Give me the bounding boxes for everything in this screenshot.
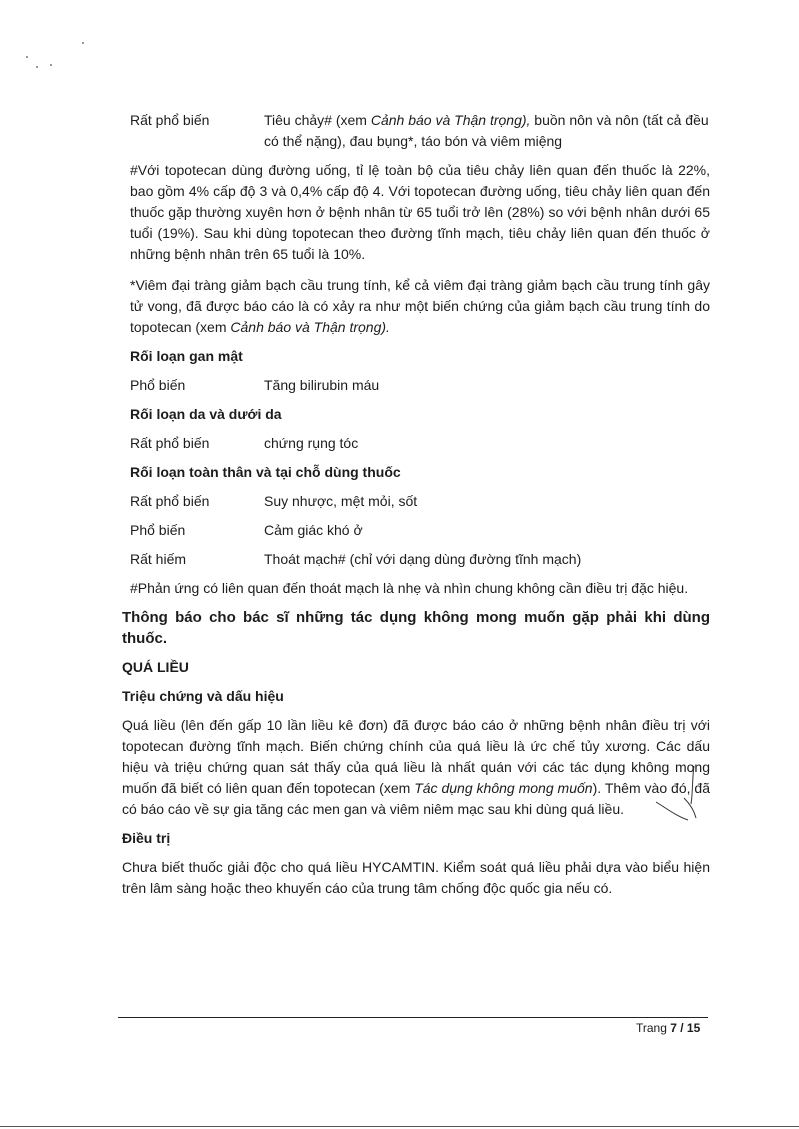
- effect-description: Suy nhược, mệt mỏi, sốt: [264, 493, 418, 509]
- symptoms-paragraph: [122, 715, 710, 820]
- note-text: *Viêm đại tràng giảm bạch cầu trung tính, kể cả viêm đại tràng giảm bạch cầu trung tính gây tử vong, đã được báo cáo là có xảy ra như một biến chứng của giảm bạch cầu trung tính do topotecan (xem: [130, 277, 710, 335]
- scan-speck: [50, 64, 52, 66]
- page-label: Trang: [636, 1021, 667, 1035]
- page-number: 7 / 15: [670, 1021, 701, 1035]
- scan-speck: [36, 66, 38, 68]
- overdose-heading: QUÁ LIỀU: [122, 659, 189, 675]
- para-text: Quá liều (lên đến gấp 10 lần liều kê đơn) đã được báo cáo ở những bệnh nhân điều trị với topotecan đường tĩnh mạch. Biến chứng chính của quá liều là ức chế tủy xương. Các dấu hiệu và triệu chứng quan sát thấy của quá liều là nhất quán với các tác dụng không mong muốn đã biết có liên quan đến topotecan (xem: [122, 717, 710, 796]
- frequency-label: Phổ biến: [130, 377, 186, 393]
- general-heading: Rối loạn toàn thân và tại chỗ dùng thuốc: [130, 464, 401, 480]
- cross-reference: Tác dụng không mong muốn: [414, 780, 593, 796]
- frequency-label: Rất phổ biến: [130, 435, 210, 451]
- diarrhea-note: #Với topotecan dùng đường uống, tỉ lệ toàn bộ của tiêu chảy liên quan đến thuốc là 22%, bao gồm 4% cấp độ 3 và 0,4% cấp độ 4. Với topotecan đường uống, tiêu chảy liên quan đến thuốc gặp thường xuyên hơn ở bệnh nhân từ 65 tuổi trở lên (28%) so với bệnh nhân dưới 65 tuổi (19%). Sau khi dùng topotecan theo đường tĩnh mạch, tiêu chảy liên quan đến thuốc ở những bệnh nhân trên 65 tuổi là 10%.: [130, 162, 710, 262]
- gi-row: [130, 110, 710, 152]
- cross-reference: Cảnh báo và Thận trọng).: [230, 319, 390, 335]
- skin-row: [130, 433, 710, 454]
- effect-description: [264, 110, 710, 152]
- frequency-label: Rất phổ biến: [130, 112, 210, 128]
- extravasation-note: #Phản ứng có liên quan đến thoát mạch là nhẹ và nhìn chung không cần điều trị đặc hiệu.: [130, 580, 689, 596]
- effect-description: chứng rụng tóc: [264, 435, 359, 451]
- frequency-label: Rất hiếm: [130, 551, 187, 567]
- treatment-heading: Điều trị: [122, 830, 171, 846]
- frequency-label: Phổ biến: [130, 522, 186, 538]
- page-footer: [636, 1021, 700, 1035]
- page-content: [122, 110, 710, 899]
- symptoms-heading: Triệu chứng và dấu hiệu: [122, 688, 284, 704]
- effect-description: Thoát mạch# (chỉ với dạng dùng đường tĩnh mạch): [264, 551, 582, 567]
- scan-speck: [26, 56, 28, 58]
- scan-edge-line: [0, 1126, 799, 1127]
- frequency-label: Rất phổ biến: [130, 493, 210, 509]
- treatment-paragraph: Chưa biết thuốc giải độc cho quá liều HYCAMTIN. Kiểm soát quá liều phải dựa vào biểu hiện trên lâm sàng hoặc theo khuyến cáo của trung tâm chống độc quốc gia nếu có.: [122, 859, 710, 896]
- para-text: ). Thêm vào đó, đã có báo cáo về sự gia tăng các men gan và viêm niêm mạc sau khi dùng quá liều.: [122, 780, 710, 817]
- desc-text: Tiêu chảy# (xem: [264, 112, 371, 128]
- colitis-note: [130, 275, 710, 338]
- cross-reference: Cảnh báo và Thận trọng),: [370, 112, 531, 128]
- scan-speck: [82, 42, 84, 44]
- effect-description: Tăng bilirubin máu: [264, 377, 380, 393]
- desc-text: buồn nôn và nôn (tất cả đều có thể nặng), đau bụng*, táo bón và viêm miệng: [264, 112, 709, 149]
- hepatobiliary-row: [130, 375, 710, 396]
- general-row: [130, 549, 710, 570]
- skin-heading: Rối loạn da và dưới da: [130, 406, 282, 422]
- hepatobiliary-heading: Rối loạn gan mật: [130, 348, 243, 364]
- general-row: [130, 520, 710, 541]
- handwritten-mark: [650, 762, 700, 824]
- footer-divider: [118, 1017, 708, 1018]
- notify-doctor-statement: Thông báo cho bác sĩ những tác dụng không mong muốn gặp phải khi dùng thuốc.: [122, 609, 710, 647]
- general-row: [130, 491, 710, 512]
- effect-description: Cảm giác khó ở: [264, 522, 363, 538]
